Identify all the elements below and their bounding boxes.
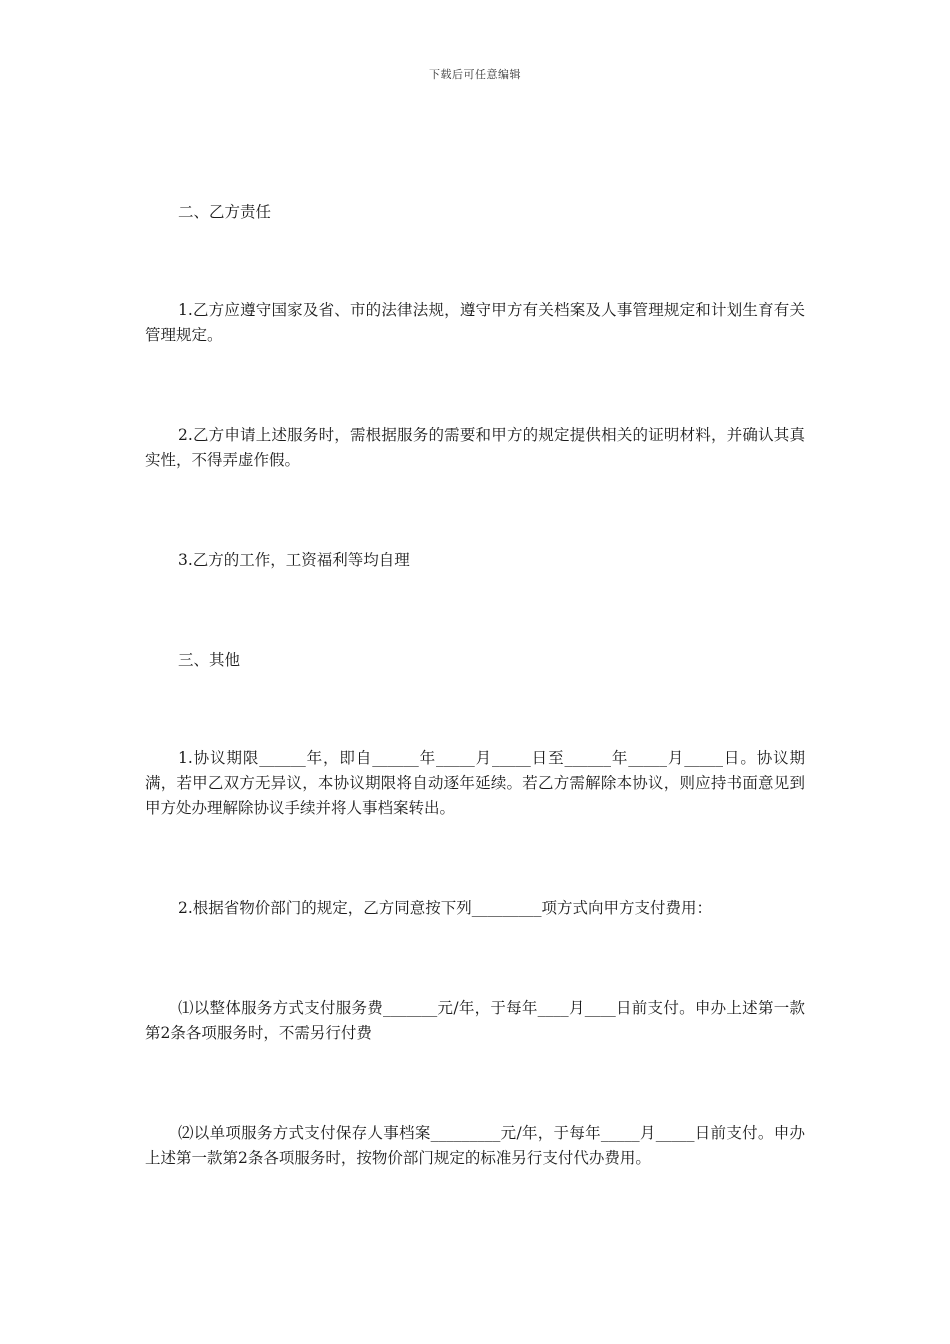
payment-option-2: ⑵以单项服务方式支付保存人事档案_________元/年，于每年_____月_____日前支付。申办上述第一款第2条各项服务时，按物价部门规定的标准另行支付代办费用。	[145, 1124, 805, 1167]
party-b-clause-1: 1.乙方应遵守国家及省、市的法律法规，遵守甲方有关档案及人事管理规定和计划生育有关管理规定。	[145, 301, 805, 344]
payment-option-1: ⑴以整体服务方式支付服务费_______元/年，于每年____月____日前支付。申办上述第一款第2条各项服务时，不需另行付费	[145, 999, 805, 1042]
party-b-clause-3: 3.乙方的工作，工资福利等均自理	[178, 551, 410, 569]
other-clause-2-payment: 2.根据省物价部门的规定，乙方同意按下列_________项方式向甲方支付费用：	[178, 899, 713, 917]
party-b-clause-2: 2.乙方申请上述服务时，需根据服务的需要和甲方的规定提供相关的证明材料，并确认其真实性，不得弄虚作假。	[145, 426, 805, 469]
section-heading-party-b-responsibilities: 二、乙方责任	[178, 203, 272, 221]
other-clause-1-term: 1.协议期限______年，即自______年_____月_____日至______年_____月_____日。协议期满，若甲乙双方无异议，本协议期限将自动逐年延续。若乙方需解除本协议，则应持书面意见到甲方处办理解除协议手续并将人事档案转出。	[145, 749, 805, 817]
page-header-note: 下载后可任意编辑	[429, 68, 521, 81]
section-heading-other: 三、其他	[178, 651, 241, 669]
